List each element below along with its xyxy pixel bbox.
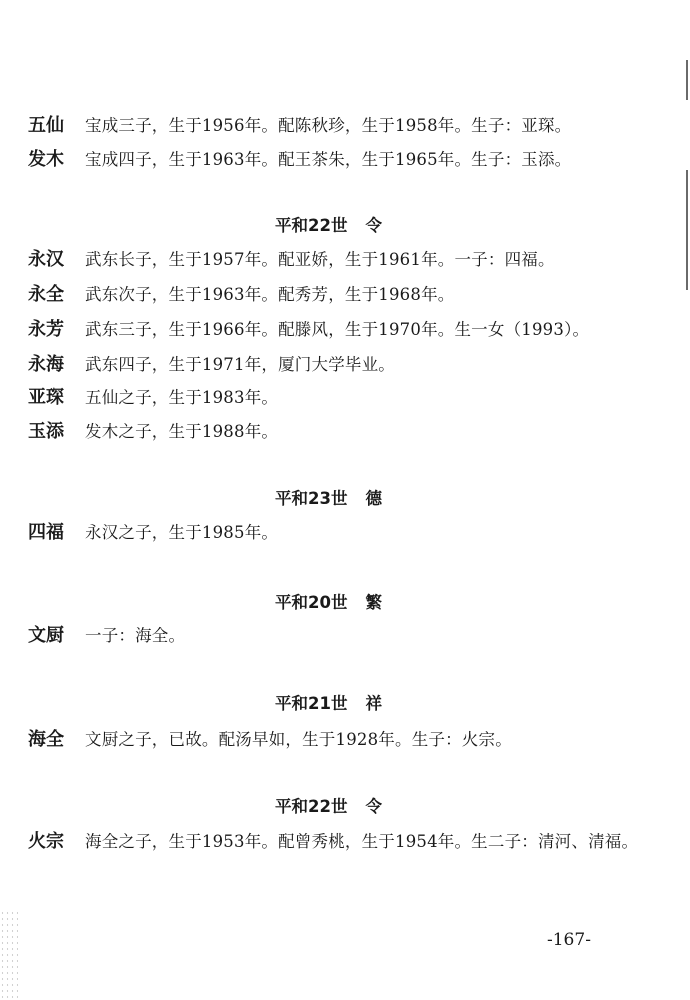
person-description: 永汉之子，生于1985年。	[85, 523, 279, 542]
generation-heading	[275, 214, 382, 238]
person-name: 永芳	[28, 319, 64, 340]
person-name: 永全	[28, 284, 64, 305]
generation-label: 平和22世	[275, 797, 348, 816]
person-name: 玉添	[28, 421, 64, 442]
page-number: -167-	[547, 930, 591, 950]
scan-edge-mark	[686, 170, 688, 290]
scan-edge-mark	[686, 60, 688, 100]
genealogy-entry	[28, 279, 658, 310]
genealogy-entry	[28, 144, 658, 175]
generation-character: 德	[365, 489, 382, 508]
genealogy-entry	[28, 826, 658, 857]
person-description: 宝成三子，生于1956年。配陈秋珍，生于1958年。生子：亚琛。	[85, 116, 572, 135]
person-name: 海全	[28, 729, 64, 750]
generation-label: 平和23世	[275, 489, 348, 508]
person-name: 亚琛	[28, 387, 64, 408]
generation-label: 平和20世	[275, 593, 348, 612]
person-name: 永海	[28, 354, 64, 375]
genealogy-entry	[28, 314, 658, 345]
generation-heading	[275, 591, 382, 615]
person-description: 发木之子，生于1988年。	[85, 422, 279, 441]
person-description: 文厨之子，已故。配汤早如，生于1928年。生子：火宗。	[85, 730, 512, 749]
person-name: 永汉	[28, 249, 64, 270]
genealogy-entry	[28, 244, 658, 275]
generation-character: 令	[365, 216, 382, 235]
genealogy-entry	[28, 382, 658, 413]
generation-character: 祥	[365, 694, 382, 713]
person-description: 武东四子，生于1971年，厦门大学毕业。	[85, 355, 395, 374]
person-description: 五仙之子，生于1983年。	[85, 388, 279, 407]
generation-label: 平和21世	[275, 694, 348, 713]
person-description: 武东长子，生于1957年。配亚娇，生于1961年。一子：四福。	[85, 250, 555, 269]
person-name: 文厨	[28, 625, 64, 646]
scan-noise	[0, 910, 18, 1000]
genealogy-entry	[28, 110, 658, 141]
generation-character: 令	[365, 797, 382, 816]
person-name: 火宗	[28, 831, 64, 852]
person-name: 四福	[28, 522, 64, 543]
generation-heading	[275, 795, 382, 819]
person-name: 五仙	[28, 115, 64, 136]
genealogy-entry	[28, 517, 658, 548]
person-description: 武东三子，生于1966年。配滕风，生于1970年。生一女（1993）。	[85, 320, 590, 339]
generation-heading	[275, 487, 382, 511]
person-description: 宝成四子，生于1963年。配王茶朱，生于1965年。生子：玉添。	[85, 150, 572, 169]
generation-character: 繁	[365, 593, 382, 612]
genealogy-entry	[28, 620, 658, 651]
genealogy-entry	[28, 416, 658, 447]
person-description: 海全之子，生于1953年。配曾秀桃，生于1954年。生二子：清河、清福。	[85, 832, 639, 851]
person-description: 武东次子，生于1963年。配秀芳，生于1968年。	[85, 285, 455, 304]
genealogy-entry	[28, 724, 658, 755]
person-name: 发木	[28, 149, 64, 170]
generation-label: 平和22世	[275, 216, 348, 235]
person-description: 一子：海全。	[85, 626, 186, 645]
generation-heading	[275, 692, 382, 716]
genealogy-entry	[28, 349, 658, 380]
